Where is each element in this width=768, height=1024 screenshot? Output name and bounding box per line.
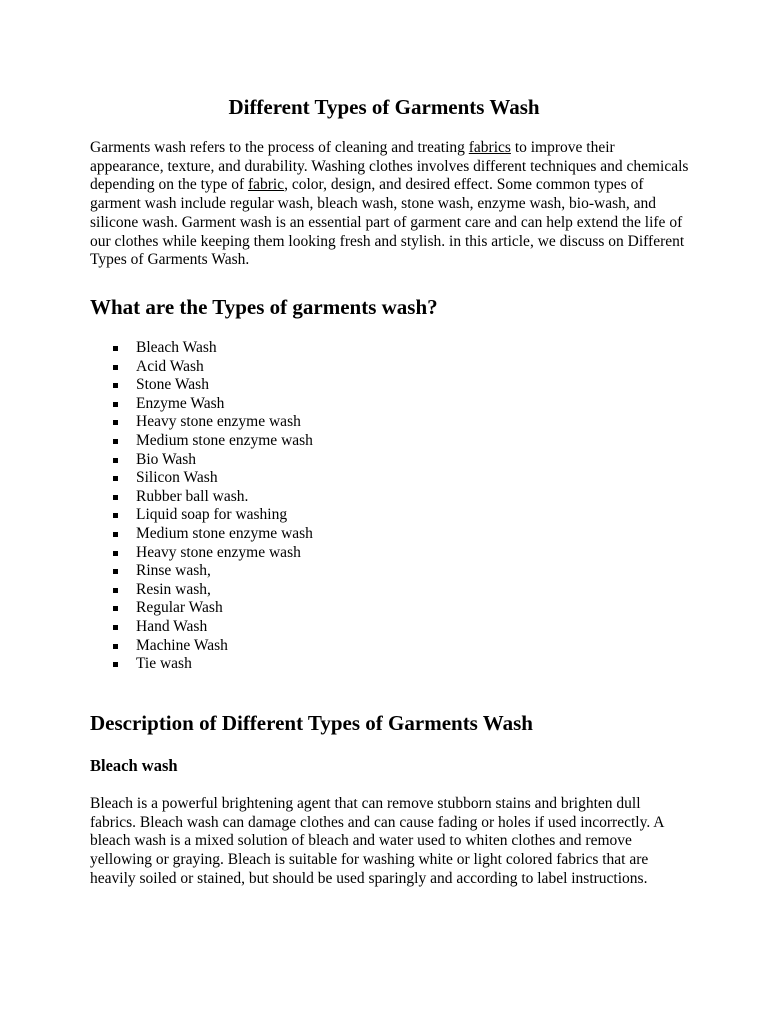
list-item-label: Hand Wash: [136, 617, 208, 635]
intro-text-1: Garments wash refers to the process of cleaning and treating: [90, 139, 469, 156]
list-item: [110, 525, 313, 544]
list-item: [110, 339, 313, 358]
list-item-label: Bleach Wash: [136, 339, 217, 356]
list-item: [110, 469, 313, 488]
square-bullet-icon: [113, 588, 118, 593]
square-bullet-icon: [113, 420, 118, 425]
square-bullet-icon: [113, 346, 118, 351]
list-item: [110, 395, 313, 414]
list-item: [110, 637, 313, 656]
square-bullet-icon: [113, 383, 118, 388]
list-item-label: Regular Wash: [136, 599, 223, 617]
list-item-label: Rubber ball wash.: [136, 487, 249, 505]
list-item-label: Silicon Wash: [136, 469, 218, 487]
list-item-label: Tie wash: [136, 655, 192, 673]
list-item-label: Enzyme Wash: [136, 394, 225, 412]
types-heading: What are the Types of garments wash?: [90, 295, 438, 319]
square-bullet-icon: [113, 606, 118, 611]
list-item: [110, 358, 313, 377]
list-item: [110, 544, 313, 563]
list-item-label: Heavy stone enzyme wash: [136, 543, 301, 561]
square-bullet-icon: [113, 495, 118, 500]
list-item-label: Heavy stone enzyme wash: [136, 413, 301, 431]
page-title: Different Types of Garments Wash: [228, 95, 540, 119]
list-item-label: Resin wash,: [136, 580, 211, 598]
intro-paragraph: [90, 139, 690, 270]
list-item: [110, 488, 313, 507]
description-heading: Description of Different Types of Garments Wash: [90, 711, 533, 735]
square-bullet-icon: [113, 532, 118, 537]
list-item-label: Machine Wash: [136, 636, 228, 654]
square-bullet-icon: [113, 513, 118, 518]
list-item: [110, 413, 313, 432]
list-item: [110, 655, 313, 674]
list-item-label: Acid Wash: [136, 357, 204, 375]
list-item-label: Medium stone enzyme wash: [136, 431, 313, 449]
list-item-label: Bio Wash: [136, 450, 197, 468]
intro-text-2: to improve their appearance, texture, and durability. Washing clothes involves different techniques and chemicals depending on the type of: [90, 139, 689, 194]
intro-text-3: , color, design, and desired effect. Some common types of garment wash include regular wash, bleach wash, stone wash, enzyme wash, bio-wash, and silicone wash. Garment wash is an essential part of garment care and can help extend the life of our clothes while keeping them looking fresh and stylish. in this article, we discuss on Different Types of Garments Wash.: [90, 176, 685, 269]
square-bullet-icon: [113, 569, 118, 574]
list-item: [110, 618, 313, 637]
list-item-label: Medium stone enzyme wash: [136, 524, 313, 542]
square-bullet-icon: [113, 662, 118, 667]
square-bullet-icon: [113, 458, 118, 463]
square-bullet-icon: [113, 439, 118, 444]
list-item: [110, 451, 313, 470]
square-bullet-icon: [113, 476, 118, 481]
square-bullet-icon: [113, 551, 118, 556]
list-item: [110, 599, 313, 618]
list-item: [110, 506, 313, 525]
list-item-label: Stone Wash: [136, 376, 209, 394]
fabric-link[interactable]: fabric: [247, 176, 285, 194]
list-item: [110, 432, 313, 451]
list-item: [110, 562, 313, 581]
list-item-label: Rinse wash,: [136, 562, 211, 580]
square-bullet-icon: [113, 402, 118, 407]
list-item: [110, 581, 313, 600]
square-bullet-icon: [113, 644, 118, 649]
fabrics-link[interactable]: fabrics: [468, 139, 511, 156]
list-item-label: Liquid soap for washing: [136, 506, 288, 524]
square-bullet-icon: [113, 365, 118, 370]
square-bullet-icon: [113, 625, 118, 630]
bleach-wash-paragraph: Bleach is a powerful brightening agent that can remove stubborn stains and brighten dull fabrics. Bleach wash can damage clothes and can cause fading or holes if used incorrectly. A bleach wash is a mixed solution of bleach and water used to whiten clothes and remove yellowing or graying. Bleach is suitable for washing white or light colored fabrics that are heavily soiled or stained, but should be used sparingly and according to label instructions.: [90, 795, 664, 887]
bleach-wash-heading: Bleach wash: [90, 756, 178, 775]
wash-types-list: [110, 339, 313, 674]
list-item: [110, 376, 313, 395]
